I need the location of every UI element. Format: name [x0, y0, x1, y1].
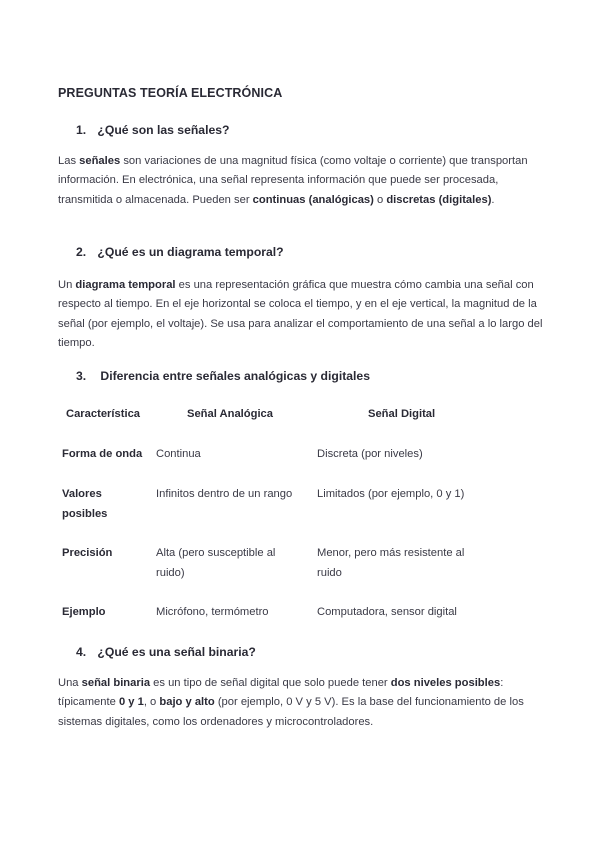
question-4-title: ¿Qué es una señal binaria? [97, 645, 256, 659]
table-cell: Discreta (por niveles) [317, 448, 423, 460]
question-2-title: ¿Qué es un diagrama temporal? [97, 245, 284, 259]
question-4-number: 4. [76, 645, 87, 659]
q1-run: . [491, 193, 495, 206]
table-header-analog: Señal Analógica [187, 408, 274, 420]
table-cell-label: Ejemplo [62, 606, 106, 618]
q4-run: (por ejemplo, 0 V y 5 V). Es la base del funcionamiento de los sistemas digitales, como los ordenadores y microcontroladores. [58, 696, 524, 728]
table-header-digital: Señal Digital [368, 408, 436, 420]
table-cell-label: Precisión [62, 547, 113, 559]
question-3-number: 3. [76, 369, 87, 383]
q2-run: Un [58, 279, 76, 291]
table-cell: Infinitos dentro de un rango [156, 488, 293, 500]
q1-run: discretas (digitales) [386, 193, 492, 206]
table-cell: Computadora, sensor digital [317, 606, 457, 618]
q4-run: es un tipo de señal digital que solo puede tener [150, 677, 391, 689]
table-cell: Micrófono, termómetro [156, 606, 269, 618]
q4-run: bajo y alto [159, 696, 215, 709]
table-cell-label: Forma de onda [62, 448, 143, 460]
question-1-number: 1. [76, 123, 87, 137]
q2-run: diagrama temporal [75, 279, 176, 291]
table-cell: Limitados (por ejemplo, 0 y 1) [317, 488, 465, 500]
q1-run: o [373, 193, 387, 206]
question-3-title: Diferencia entre señales analógicas y digitales [100, 369, 370, 383]
question-3-heading [76, 369, 370, 383]
q4-run: : típicamente [58, 677, 504, 709]
document-title: PREGUNTAS TEORÍA ELECTRÓNICA [58, 86, 283, 100]
q1-run: señales [79, 155, 121, 167]
question-1-title: ¿Qué son las señales? [97, 123, 230, 137]
question-2-heading [76, 245, 284, 259]
question-1-heading [76, 123, 229, 137]
q1-run: Las [58, 155, 80, 167]
question-2-number: 2. [76, 245, 87, 259]
table-header-characteristic: Característica [66, 408, 141, 420]
question-4-paragraph [58, 674, 546, 732]
q1-run: son variaciones de una magnitud física (como voltaje o corriente) que transportan información. En electrónica, una señal representa información que puede ser procesada, transmitida o almacenada. Pueden ser [58, 155, 528, 206]
question-4-heading [76, 645, 256, 659]
q4-run: señal binaria [81, 677, 151, 689]
q1-run: continuas (analógicas) [252, 193, 374, 206]
table-cell: Menor, pero más resistente al ruido [317, 547, 465, 579]
question-2-paragraph [58, 276, 546, 353]
question-1-paragraph [58, 152, 546, 210]
q4-run: Una [58, 677, 82, 689]
comparison-table [58, 400, 546, 630]
table-cell: Continua [156, 448, 201, 460]
q4-run: , o [143, 696, 160, 709]
q4-run: dos niveles posibles [390, 677, 501, 689]
q4-run: 0 y 1 [118, 696, 144, 709]
table-cell-label: Valores posibles [62, 488, 108, 520]
q2-run: es una representación gráfica que muestra cómo cambia una señal con respecto al tiempo. En el eje horizontal se coloca el tiempo, y en el eje vertical, la magnitud de la señal (por ejemplo, el voltaje). Se usa para analizar el comportamiento de una señal a lo largo del tiempo. [58, 279, 543, 349]
table-cell: Alta (pero susceptible al ruido) [156, 547, 276, 579]
